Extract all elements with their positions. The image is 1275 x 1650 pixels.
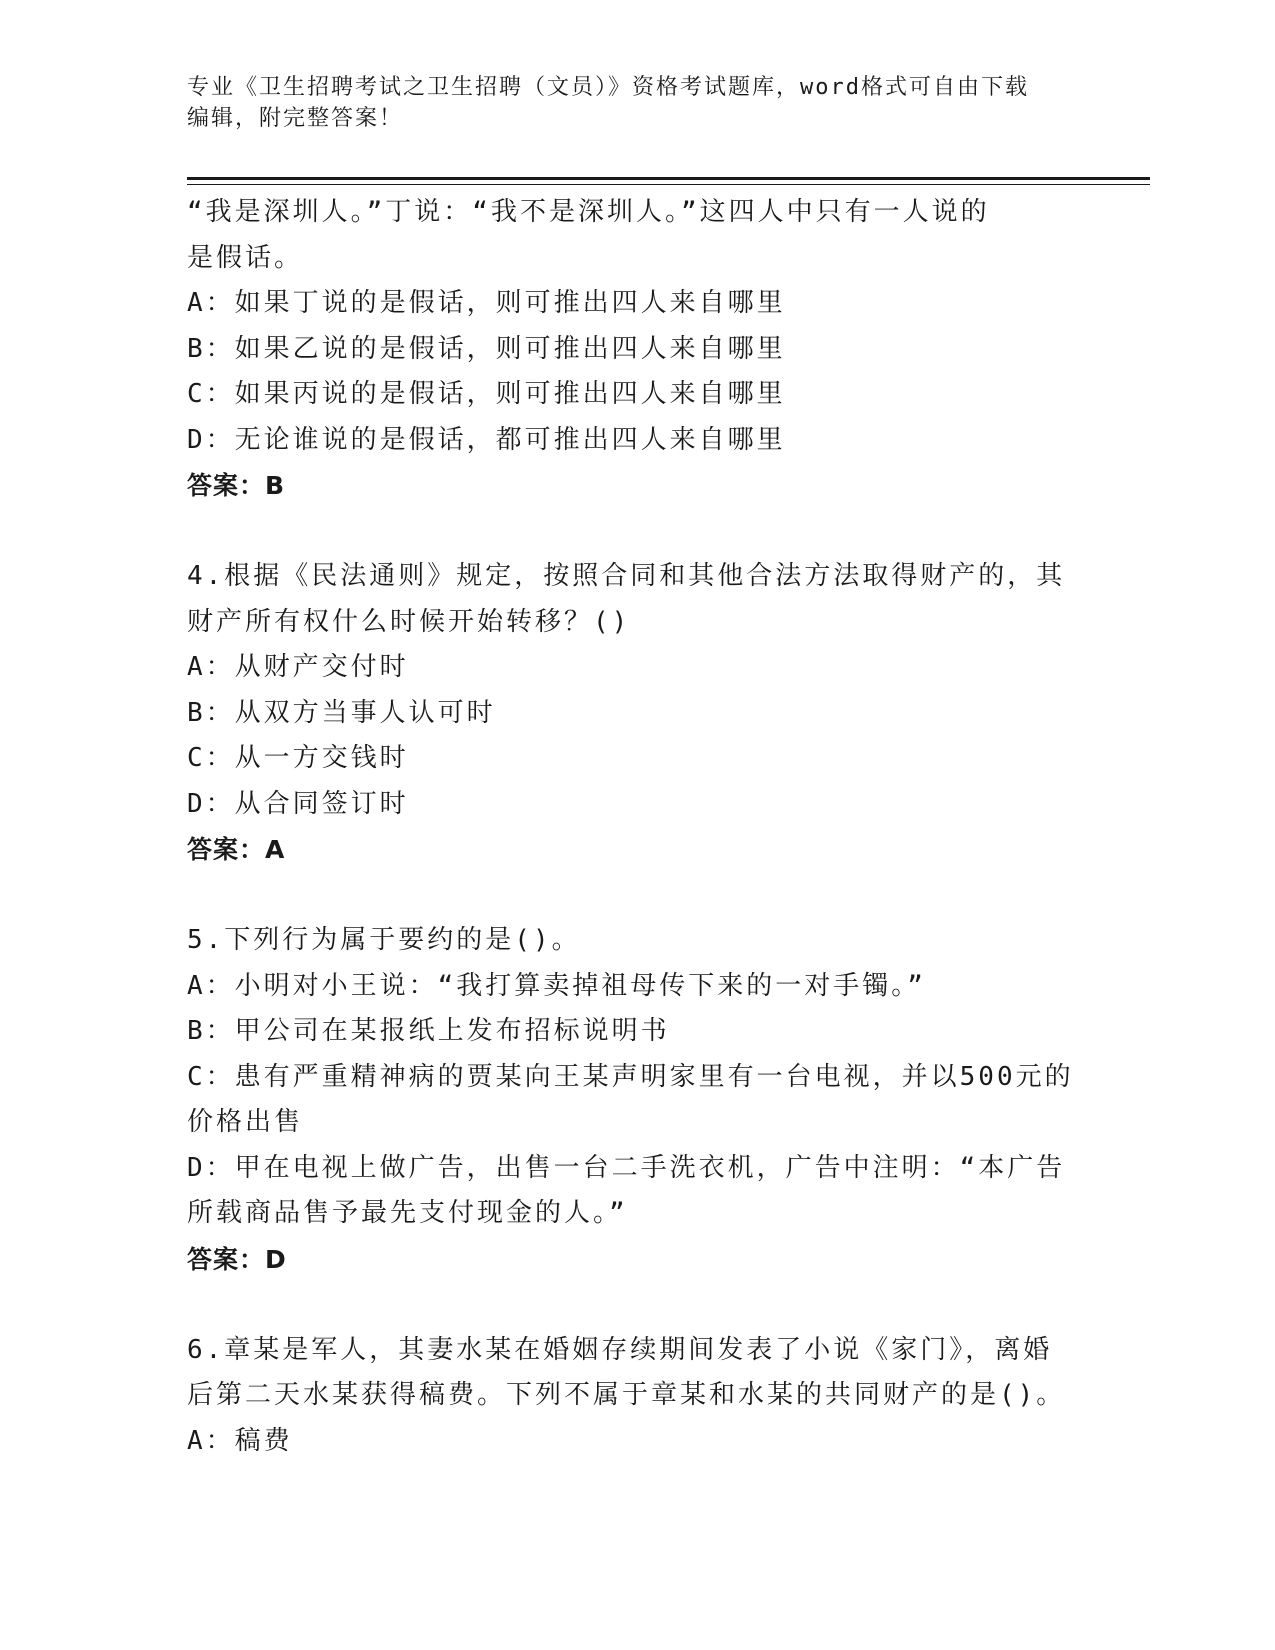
question-stem-line: 是假话。 [187, 242, 304, 273]
option-d: D：无论谁说的是假话，都可推出四人来自哪里 [187, 424, 786, 455]
spacer [187, 1282, 1087, 1328]
question-stem-line: “我是深圳人。”丁说：“我不是深圳人。”这四人中只有一人说的 [187, 197, 990, 227]
option-a: A：小明对小王说：“我打算卖掉祖母传下来的一对手镯。” [187, 970, 926, 1001]
spacer [187, 873, 1087, 919]
question-5 [187, 918, 1087, 1282]
question-content [187, 190, 1087, 1464]
header-divider-thin [187, 184, 1150, 185]
question-stem-line: 后第二天水某获得稿费。下列不属于章某和水某的共同财产的是()。 [187, 1380, 1066, 1410]
header-line-1: 专业《卫生招聘考试之卫生招聘（文员）》资格考试题库，word格式可自由下载 [187, 75, 1029, 100]
option-d: D：甲在电视上做广告，出售一台二手洗衣机，广告中注明：“本广告 [187, 1152, 1066, 1183]
option-d-continued: 所载商品售予最先支付现金的人。” [187, 1198, 628, 1228]
header-line-2: 编辑，附完整答案！ [187, 106, 404, 131]
option-b: B：如果乙说的是假话，则可推出四人来自哪里 [187, 333, 786, 364]
document-header [187, 72, 1087, 134]
option-d: D：从合同签订时 [187, 788, 409, 819]
option-c: C：从一方交钱时 [187, 743, 409, 773]
question-4 [187, 554, 1087, 873]
spacer [187, 509, 1087, 555]
answer-label: 答案：D [187, 1244, 287, 1274]
option-c-continued: 价格出售 [187, 1107, 304, 1137]
header-divider-thick [187, 177, 1150, 180]
question-6 [187, 1328, 1087, 1465]
question-3 [187, 190, 1087, 509]
option-b: B：甲公司在某报纸上发布招标说明书 [187, 1016, 670, 1046]
question-stem-line: 5.下列行为属于要约的是()。 [187, 925, 581, 955]
answer-label: 答案：B [187, 471, 286, 500]
option-c: C：患有严重精神病的贾某向王某声明家里有一台电视，并以500元的 [187, 1061, 1074, 1092]
option-a: A：如果丁说的是假话，则可推出四人来自哪里 [187, 288, 786, 318]
question-stem-line: 4.根据《民法通则》规定，按照合同和其他合法方法取得财产的，其 [187, 561, 1066, 591]
option-b: B：从双方当事人认可时 [187, 697, 496, 728]
option-c: C：如果丙说的是假话，则可推出四人来自哪里 [187, 379, 786, 409]
option-a: A：从财产交付时 [187, 652, 409, 682]
question-stem-line: 财产所有权什么时候开始转移？() [187, 606, 631, 637]
answer-label: 答案：A [187, 835, 286, 864]
question-stem-line: 6.章某是军人，其妻水某在婚姻存续期间发表了小说《家门》，离婚 [187, 1334, 1053, 1365]
option-a: A：稿费 [187, 1425, 293, 1456]
